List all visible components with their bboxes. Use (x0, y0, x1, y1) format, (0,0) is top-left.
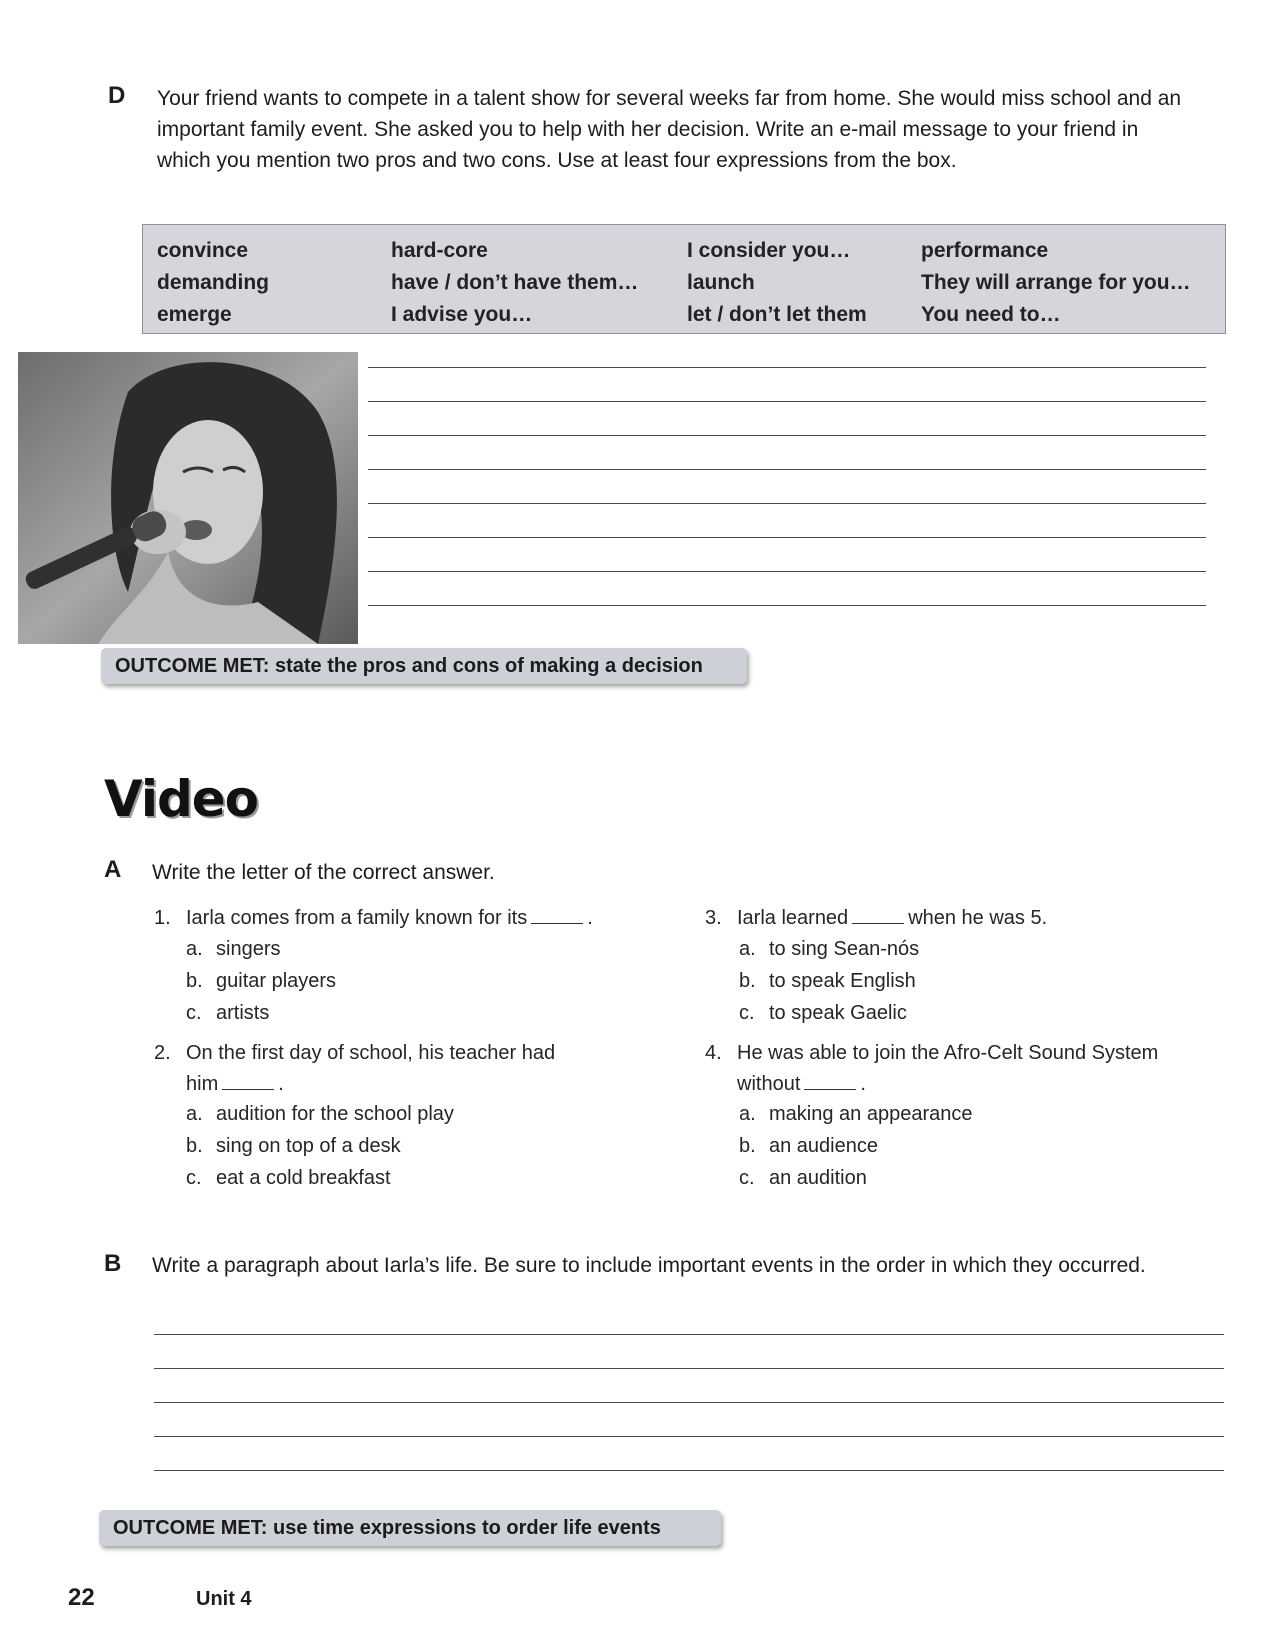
writing-line[interactable] (368, 469, 1206, 470)
option-letter: b. (739, 1135, 756, 1157)
section-d-letter: D (108, 82, 126, 109)
writing-line[interactable] (368, 401, 1206, 402)
writing-line[interactable] (368, 435, 1206, 436)
option-letter: c. (739, 1167, 755, 1189)
question-3 (705, 903, 1195, 934)
writing-line[interactable] (154, 1436, 1224, 1437)
expression-word-box (142, 224, 1226, 334)
question-number: 1. (154, 907, 171, 929)
stem-text: On the first day of school, his teacher had (186, 1042, 556, 1064)
outcome-badge-decision: OUTCOME MET: state the pros and cons of making a decision (101, 648, 747, 684)
option-letter: a. (739, 1103, 756, 1125)
option-4a[interactable] (739, 1103, 972, 1126)
unit-label: Unit 4 (196, 1588, 252, 1610)
word-box-column-2 (391, 235, 638, 331)
option-letter: a. (186, 1103, 203, 1125)
stem-text: He was able to join the Afro-Celt Sound System (737, 1042, 1159, 1064)
writing-line[interactable] (368, 537, 1206, 538)
singer-photo (18, 352, 358, 644)
page-number: 22 (68, 1584, 95, 1611)
word-box-item: You need to… (921, 303, 1061, 326)
option-letter: c. (186, 1002, 202, 1024)
word-box-item: have / don’t have them… (391, 271, 639, 294)
writing-line[interactable] (368, 605, 1206, 606)
option-letter: c. (186, 1167, 202, 1189)
word-box-item: I advise you… (391, 303, 533, 326)
option-text: audition for the school play (216, 1103, 454, 1125)
word-box-item: They will arrange for you… (921, 271, 1191, 294)
option-2b[interactable] (186, 1135, 401, 1158)
option-text: an audition (769, 1167, 867, 1189)
stem-text: Iarla comes from a family known for its (186, 907, 528, 929)
question-1 (154, 903, 624, 934)
option-2a[interactable] (186, 1103, 454, 1126)
option-text: an audience (769, 1135, 878, 1157)
answer-blank[interactable] (531, 905, 583, 924)
question-stem (737, 1038, 1217, 1100)
option-text: artists (216, 1002, 270, 1024)
option-text: eat a cold breakfast (216, 1167, 391, 1189)
option-text: guitar players (216, 970, 337, 992)
answer-blank[interactable] (852, 905, 904, 924)
word-box-item: emerge (157, 303, 232, 326)
word-box-item: let / don’t let them (687, 303, 867, 326)
answer-blank[interactable] (222, 1071, 274, 1090)
word-box-item: convince (157, 239, 249, 262)
option-4c[interactable] (739, 1167, 867, 1190)
writing-line[interactable] (154, 1470, 1224, 1471)
stem-text: when he was 5. (908, 907, 1048, 929)
word-box-item: launch (687, 271, 755, 294)
writing-line[interactable] (368, 367, 1206, 368)
video-heading: Video (104, 770, 259, 828)
option-1c[interactable] (186, 1002, 269, 1025)
writing-line[interactable] (154, 1334, 1224, 1335)
option-4b[interactable] (739, 1135, 878, 1158)
option-letter: c. (739, 1002, 755, 1024)
stem-text: Iarla learned (737, 907, 849, 929)
option-text: making an appearance (769, 1103, 973, 1125)
writing-line[interactable] (368, 503, 1206, 504)
question-number: 4. (705, 1042, 722, 1064)
question-number: 2. (154, 1042, 171, 1064)
question-2 (154, 1038, 624, 1100)
stem-text: . (860, 1073, 866, 1095)
question-stem (186, 1038, 606, 1100)
option-3c[interactable] (739, 1002, 907, 1025)
option-text: sing on top of a desk (216, 1135, 401, 1157)
option-letter: a. (739, 938, 756, 960)
option-text: to speak Gaelic (769, 1002, 907, 1024)
stem-text: . (278, 1073, 284, 1095)
writing-line[interactable] (368, 571, 1206, 572)
question-number: 3. (705, 907, 722, 929)
option-3a[interactable] (739, 938, 919, 961)
option-text: singers (216, 938, 281, 960)
option-letter: b. (739, 970, 756, 992)
word-box-item: hard-core (391, 239, 488, 262)
writing-line[interactable] (154, 1402, 1224, 1403)
section-a-instructions: Write the letter of the correct answer. (152, 861, 495, 884)
question-stem (737, 903, 1157, 934)
outcome-badge-life-events: OUTCOME MET: use time expressions to order life events (99, 1510, 721, 1546)
stem-text: him (186, 1073, 219, 1095)
option-1a[interactable] (186, 938, 280, 961)
word-box-column-4 (921, 235, 1191, 331)
stem-text: without (737, 1073, 801, 1095)
option-3b[interactable] (739, 970, 916, 993)
option-1b[interactable] (186, 970, 336, 993)
word-box-column-3 (687, 235, 867, 331)
answer-blank[interactable] (804, 1071, 856, 1090)
option-2c[interactable] (186, 1167, 391, 1190)
word-box-item: performance (921, 239, 1049, 262)
option-letter: b. (186, 1135, 203, 1157)
section-d-instructions: Your friend wants to compete in a talent show for several weeks far from home. She would miss school and an important family event. She asked you to help with her decision. Write an e-mail message to your friend in which you mention two pros and two cons. Use at least four expressions from the box. (157, 87, 1182, 172)
word-box-column-1 (157, 235, 269, 331)
option-text: to speak English (769, 970, 916, 992)
question-4 (705, 1038, 1215, 1100)
option-text: to sing Sean-nós (769, 938, 920, 960)
section-b-instructions: Write a paragraph about Iarla’s life. Be sure to include important events in the order in which they occurred. (152, 1254, 1146, 1277)
word-box-item: demanding (157, 271, 270, 294)
option-letter: a. (186, 938, 203, 960)
option-letter: b. (186, 970, 203, 992)
section-b-letter: B (104, 1250, 122, 1277)
question-stem (186, 903, 606, 934)
word-box-item: I consider you… (687, 239, 851, 262)
writing-line[interactable] (154, 1368, 1224, 1369)
stem-text: . (587, 907, 593, 929)
section-a-letter: A (104, 856, 122, 883)
